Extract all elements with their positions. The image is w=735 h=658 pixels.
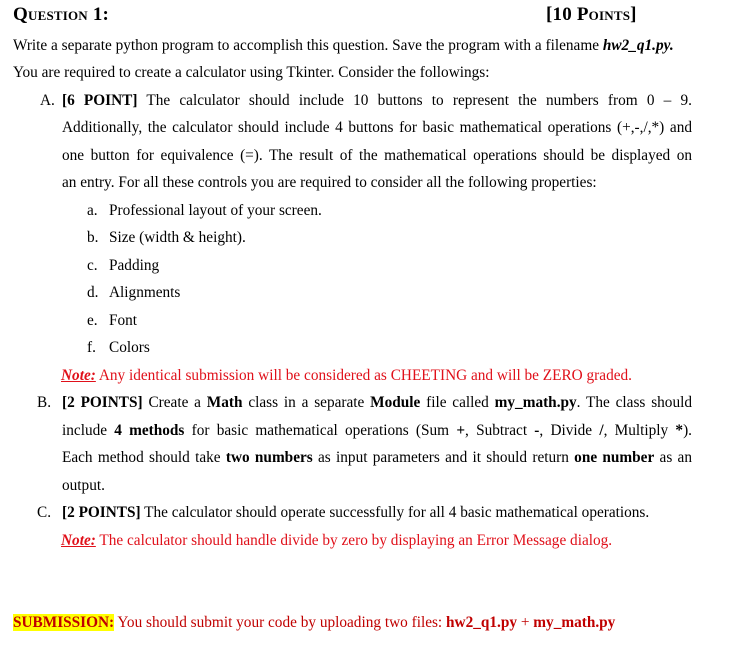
- text: , Divide: [539, 422, 600, 439]
- part-b-line-4: output.: [62, 477, 105, 494]
- text: -: [534, 422, 540, 439]
- part-b-line-2: [62, 417, 692, 445]
- file-name: my_math.py: [533, 614, 616, 631]
- text: The calculator should operate successfully for all 4 basic mathematical operations.: [140, 504, 650, 521]
- text: *: [675, 422, 684, 439]
- note-label: Note:: [61, 367, 96, 384]
- text: , Subtract: [465, 422, 535, 439]
- part-b-points: [2 POINTS]: [62, 394, 143, 411]
- text: +: [456, 422, 466, 439]
- text: one number: [574, 449, 655, 466]
- file-name: hw2_q1.py: [446, 614, 518, 631]
- list-item: Size (width & height).: [109, 229, 246, 246]
- intro-line-1: [13, 32, 674, 60]
- part-c-note: [61, 527, 612, 555]
- part-a-line-2: Additionally, the calculator should include 4 buttons for basic mathematical operations (+,-,/,*) and: [62, 119, 692, 136]
- intro-text: Write a separate python program to accomplish this question. Save the program with a filename: [13, 37, 603, 54]
- part-a-line-4: an entry. For all these controls you are required to consider all the following properties:: [62, 174, 597, 191]
- intro-line-2: You are required to create a calculator using Tkinter. Consider the followings:: [13, 64, 490, 81]
- part-a-line-3: one button for equivalence (=). The result of the mathematical operations should be displayed on: [62, 147, 692, 164]
- submission-line: [13, 609, 615, 637]
- list-item: Padding: [109, 257, 160, 274]
- list-item-label: b.: [87, 229, 99, 246]
- part-b-line-1: [62, 389, 692, 417]
- list-item-label: e.: [87, 312, 98, 329]
- filename: hw2_q1.py.: [602, 37, 674, 54]
- list-item-label: c.: [87, 257, 98, 274]
- text: as input parameters and it should return: [312, 449, 575, 466]
- part-c-line-1: [62, 499, 649, 527]
- text: +: [517, 614, 534, 631]
- part-a-text: The calculator should include 10 buttons to represent the numbers from 0 – 9.: [137, 92, 692, 109]
- list-item: Professional layout of your screen.: [109, 202, 322, 219]
- part-a-points: [6 POINT]: [62, 92, 138, 109]
- list-item-label: f.: [87, 339, 96, 356]
- text: my_math.py: [494, 394, 577, 411]
- list-item: Font: [109, 312, 138, 329]
- text: class in a separate: [242, 394, 371, 411]
- part-c-points: [2 POINTS]: [62, 504, 141, 521]
- part-c-label: C.: [37, 504, 52, 521]
- text: for basic mathematical operations (Sum: [184, 422, 457, 439]
- list-item-label: a.: [87, 202, 98, 219]
- text: two numbers: [225, 449, 313, 466]
- list-item-label: d.: [87, 284, 99, 301]
- part-a-line-1: [62, 87, 692, 115]
- part-b-label: B.: [37, 394, 52, 411]
- submission-label: SUBMISSION:: [13, 614, 115, 631]
- text: ).: [683, 422, 692, 439]
- text: . The class should: [576, 394, 692, 411]
- text: , Multiply: [603, 422, 676, 439]
- text: 4 methods: [114, 422, 185, 439]
- part-b-line-3: [62, 444, 692, 472]
- text: include: [62, 422, 115, 439]
- text: Create a: [142, 394, 207, 411]
- note-text: The calculator should handle divide by zero by displaying an Error Message dialog.: [95, 532, 613, 549]
- part-a-label: A.: [40, 92, 55, 109]
- text: Math: [206, 394, 243, 411]
- text: file called: [420, 394, 495, 411]
- question-title: Question 1:: [13, 4, 110, 25]
- question-points: [10 Points]: [546, 4, 637, 25]
- text: as an: [654, 449, 692, 466]
- text: Module: [370, 394, 421, 411]
- part-a-note: [61, 362, 632, 390]
- text: You should submit your code by uploading two files:: [114, 614, 447, 631]
- list-item: Alignments: [109, 284, 181, 301]
- list-item: Colors: [109, 339, 150, 356]
- text: Each method should take: [62, 449, 226, 466]
- text: /: [599, 422, 604, 439]
- note-text: Any identical submission will be considered as CHEETING and will be ZERO graded.: [95, 367, 632, 384]
- note-label: Note:: [61, 532, 96, 549]
